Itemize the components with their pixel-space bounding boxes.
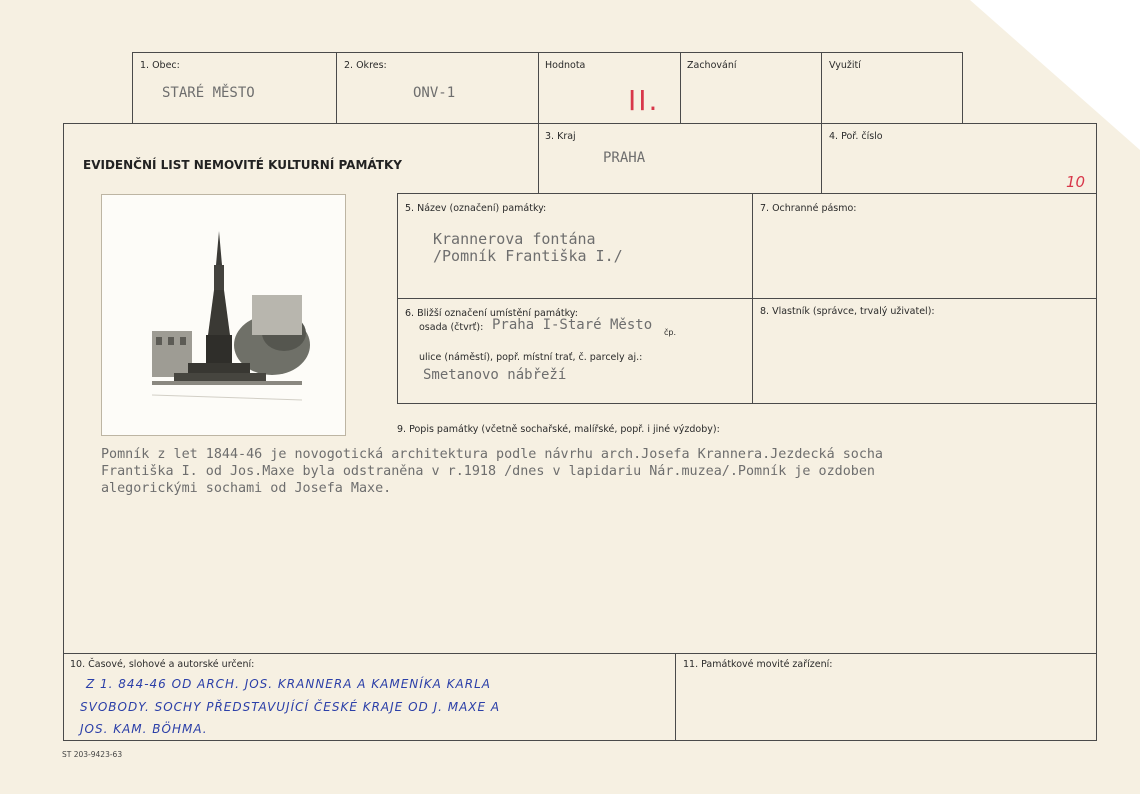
- ulice-label: ulice (náměstí), popř. místní trať, č. parcely aj.:: [419, 352, 643, 363]
- casove-line-1: Z 1. 844-46 OD ARCH. JOS. KRANNERA A KAMENÍKA KARLA: [86, 677, 491, 691]
- vyuziti-label: Využití: [829, 60, 861, 71]
- grid-line: [962, 52, 963, 124]
- grid-line: [1096, 123, 1097, 741]
- hodnota-value: II.: [628, 84, 660, 117]
- osada-label: osada (čtvrť):: [419, 322, 484, 333]
- umisteni-label: 6. Bližší označení umístění památky:: [405, 308, 578, 319]
- popis-line-1: Pomník z let 1844-46 je novogotická architektura podle návrhu arch.Josefa Krannera.Jezdecká socha: [101, 447, 883, 462]
- casove-line-2: SVOBODY. SOCHY PŘEDSTAVUJÍCÍ ČESKÉ KRAJE OD J. MAXE A: [80, 700, 501, 714]
- nazev-label: 5. Název (označení) památky:: [405, 203, 547, 214]
- okres-label: 2. Okres:: [344, 60, 387, 71]
- grid-line: [397, 298, 1097, 299]
- casove-line-3: JOS. KAM. BÖHMA.: [80, 722, 208, 736]
- casove-label: 10. Časové, slohové a autorské určení:: [70, 659, 255, 670]
- por-cislo-value: 10: [1066, 173, 1086, 191]
- grid-line: [63, 123, 64, 741]
- por-cislo-label: 4. Poř. číslo: [829, 131, 883, 142]
- fountain-image: [102, 195, 345, 435]
- vlastnik-label: 8. Vlastník (správce, trvalý uživatel):: [760, 306, 935, 317]
- obec-label: 1. Obec:: [140, 60, 180, 71]
- nazev-line-1: Krannerova fontána: [433, 230, 596, 248]
- hodnota-label: Hodnota: [545, 60, 586, 71]
- cp-label: čp.: [664, 328, 677, 337]
- form-title: EVIDENČNÍ LIST NEMOVITÉ KULTURNÍ PAMÁTKY: [83, 158, 402, 172]
- grid-line: [132, 52, 962, 53]
- popis-line-3: alegorickými sochami od Josefa Maxe.: [101, 481, 392, 496]
- obec-value: STARÉ MĚSTO: [162, 85, 255, 101]
- popis-line-2: Františka I. od Jos.Maxe byla odstraněna v r.1918 /dnes v lapidariu Nár.muzea/.Pomník je ozdoben: [101, 464, 875, 479]
- grid-line: [336, 52, 337, 124]
- ulice-value: Smetanovo nábřeží: [423, 367, 567, 383]
- monument-photo: [101, 194, 346, 436]
- grid-line: [63, 740, 1097, 741]
- movite-label: 11. Památkové movité zařízení:: [683, 659, 833, 670]
- popis-label: 9. Popis památky (včetně sochařské, malířské, popř. i jiné výzdoby):: [397, 424, 720, 435]
- kraj-label: 3. Kraj: [545, 131, 576, 142]
- grid-line: [63, 123, 1097, 124]
- zachovani-label: Zachování: [687, 60, 737, 71]
- grid-line: [132, 52, 133, 124]
- grid-line: [63, 653, 1097, 654]
- osada-value: Praha I-Staré Město: [492, 317, 653, 333]
- grid-line: [397, 193, 1097, 194]
- grid-line: [397, 403, 1097, 404]
- grid-line: [675, 653, 676, 741]
- grid-line: [680, 52, 681, 124]
- ochranne-pasmo-label: 7. Ochranné pásmo:: [760, 203, 857, 214]
- nazev-line-2: /Pomník Františka I./: [433, 247, 623, 265]
- okres-value: ONV-1: [413, 85, 456, 101]
- kraj-value: PRAHA: [603, 150, 646, 166]
- form-code: ST 203-9423-63: [62, 750, 123, 759]
